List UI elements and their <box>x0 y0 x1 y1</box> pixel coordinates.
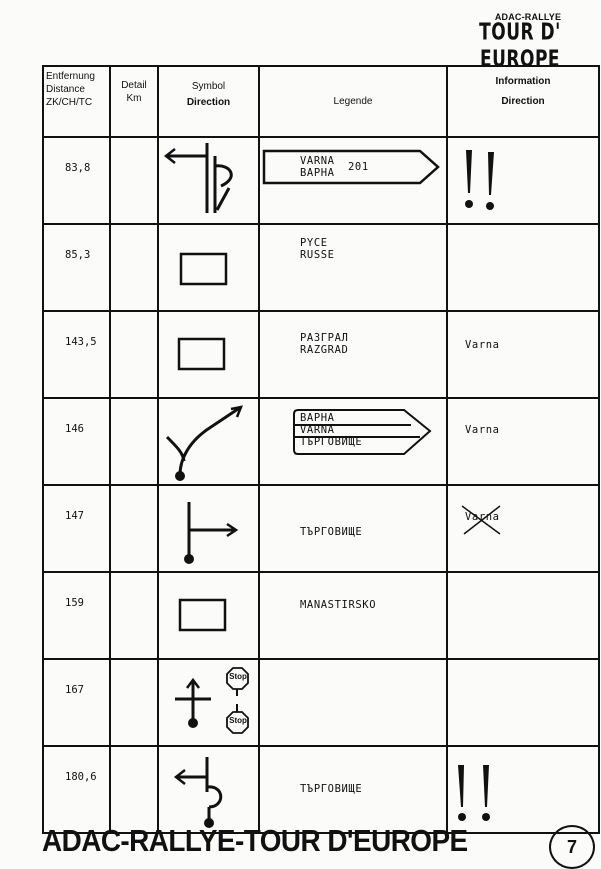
sign-line: VARNA <box>300 155 335 167</box>
logo-top-text: ADAC-RALLYE <box>494 12 562 22</box>
legend-text: TЪPГOBИЩE <box>300 783 363 795</box>
rally-logo <box>464 12 576 73</box>
legend-cell <box>259 746 447 833</box>
detail-cell <box>110 398 158 485</box>
legend-line: PYCE <box>300 237 328 249</box>
double-exclamation-icon <box>448 747 600 834</box>
sign-line: BAPHA <box>300 167 335 179</box>
table-row <box>43 746 599 833</box>
page-number: 7 <box>549 825 595 869</box>
header-information-label: Information <box>495 76 551 87</box>
distance-cell: 167 <box>43 659 110 746</box>
header-detail-unit: Km <box>126 93 142 104</box>
symbol-cell <box>158 224 259 311</box>
detail-cell <box>110 572 158 659</box>
header-row <box>43 66 599 137</box>
left-turn-loop-icon <box>159 747 260 834</box>
detail-cell <box>110 311 158 398</box>
detail-cell <box>110 224 158 311</box>
sign-text <box>300 155 335 179</box>
header-symbol-direction: Direction <box>186 97 231 108</box>
table-row <box>43 137 599 224</box>
header-distance-en: Distance <box>46 84 85 95</box>
direction-sign-arrow <box>260 138 448 225</box>
legend-text <box>300 332 348 356</box>
legend-text: TЪPГOBИЩE <box>300 526 363 538</box>
table-row <box>43 398 599 485</box>
info-cell <box>447 311 599 398</box>
header-information-direction: Direction <box>501 96 545 107</box>
table-row <box>43 659 599 746</box>
distance-cell: 159 <box>43 572 110 659</box>
header-legende: Legende <box>259 66 447 137</box>
info-cell <box>447 224 599 311</box>
legend-cell <box>259 224 447 311</box>
legend-cell <box>259 137 447 224</box>
detail-cell <box>110 137 158 224</box>
legend-line: RUSSE <box>300 249 335 261</box>
legend-cell <box>259 659 447 746</box>
box-icon <box>159 225 260 312</box>
logo-main-text: TOUR D' EUROPE <box>479 19 561 73</box>
symbol-cell <box>158 311 259 398</box>
info-cell <box>447 485 599 572</box>
table-row <box>43 311 599 398</box>
info-text: Varna <box>465 339 500 351</box>
header-distance <box>43 66 110 137</box>
double-exclamation-icon <box>448 138 600 225</box>
sign-text <box>300 412 362 448</box>
legend-cell <box>259 311 447 398</box>
cross-out-icon <box>448 486 600 573</box>
info-cell <box>447 137 599 224</box>
header-distance-de: Entfernung <box>46 71 95 82</box>
sign-line: VARNA <box>300 424 335 436</box>
box-icon <box>159 312 260 399</box>
legend-line: PA3ГPAЛ <box>300 332 349 344</box>
header-symbol <box>158 66 259 137</box>
table-row <box>43 224 599 311</box>
legend-cell <box>259 398 447 485</box>
header-information <box>447 66 599 137</box>
legend-cell <box>259 485 447 572</box>
detail-cell <box>110 659 158 746</box>
header-detail <box>110 66 158 137</box>
distance-cell: 180,6 <box>43 746 110 833</box>
legend-text: MANASTIRSKO <box>300 599 377 611</box>
table-row <box>43 572 599 659</box>
symbol-cell <box>158 659 259 746</box>
stop-label: Stop <box>229 716 247 725</box>
left-turn-loop-icon <box>159 138 260 225</box>
distance-cell: 147 <box>43 485 110 572</box>
symbol-cell <box>158 485 259 572</box>
legend-text <box>300 237 335 261</box>
route-table <box>42 65 600 834</box>
detail-cell <box>110 485 158 572</box>
table-row <box>43 485 599 572</box>
fork-right-icon <box>159 399 260 486</box>
symbol-cell <box>158 746 259 833</box>
info-text-crossed: Varna <box>465 511 500 523</box>
header-detail-label: Detail <box>121 80 147 91</box>
right-turn-icon <box>159 486 260 573</box>
info-cell <box>447 746 599 833</box>
header-symbol-label: Symbol <box>191 81 226 92</box>
info-cell <box>447 398 599 485</box>
legend-line: RAZGRAD <box>300 344 349 356</box>
footer-title: ADAC-RALLYE-TOUR D'EUROPE <box>42 823 468 858</box>
sign-line: BAPHA <box>300 412 335 424</box>
symbol-cell <box>158 137 259 224</box>
distance-cell: 85,3 <box>43 224 110 311</box>
legend-cell <box>259 572 447 659</box>
distance-cell: 146 <box>43 398 110 485</box>
box-icon <box>159 573 260 660</box>
info-text: Varna <box>465 424 500 436</box>
stop-label: Stop <box>229 672 247 681</box>
sign-line: TЪPГOBИЩE <box>300 436 363 448</box>
info-cell <box>447 572 599 659</box>
info-cell <box>447 659 599 746</box>
detail-cell <box>110 746 158 833</box>
symbol-cell <box>158 398 259 485</box>
symbol-cell <box>158 572 259 659</box>
header-distance-abbr: ZK/CH/TC <box>46 97 93 108</box>
distance-cell: 143,5 <box>43 311 110 398</box>
distance-cell: 83,8 <box>43 137 110 224</box>
sign-route-number: 201 <box>348 161 369 173</box>
